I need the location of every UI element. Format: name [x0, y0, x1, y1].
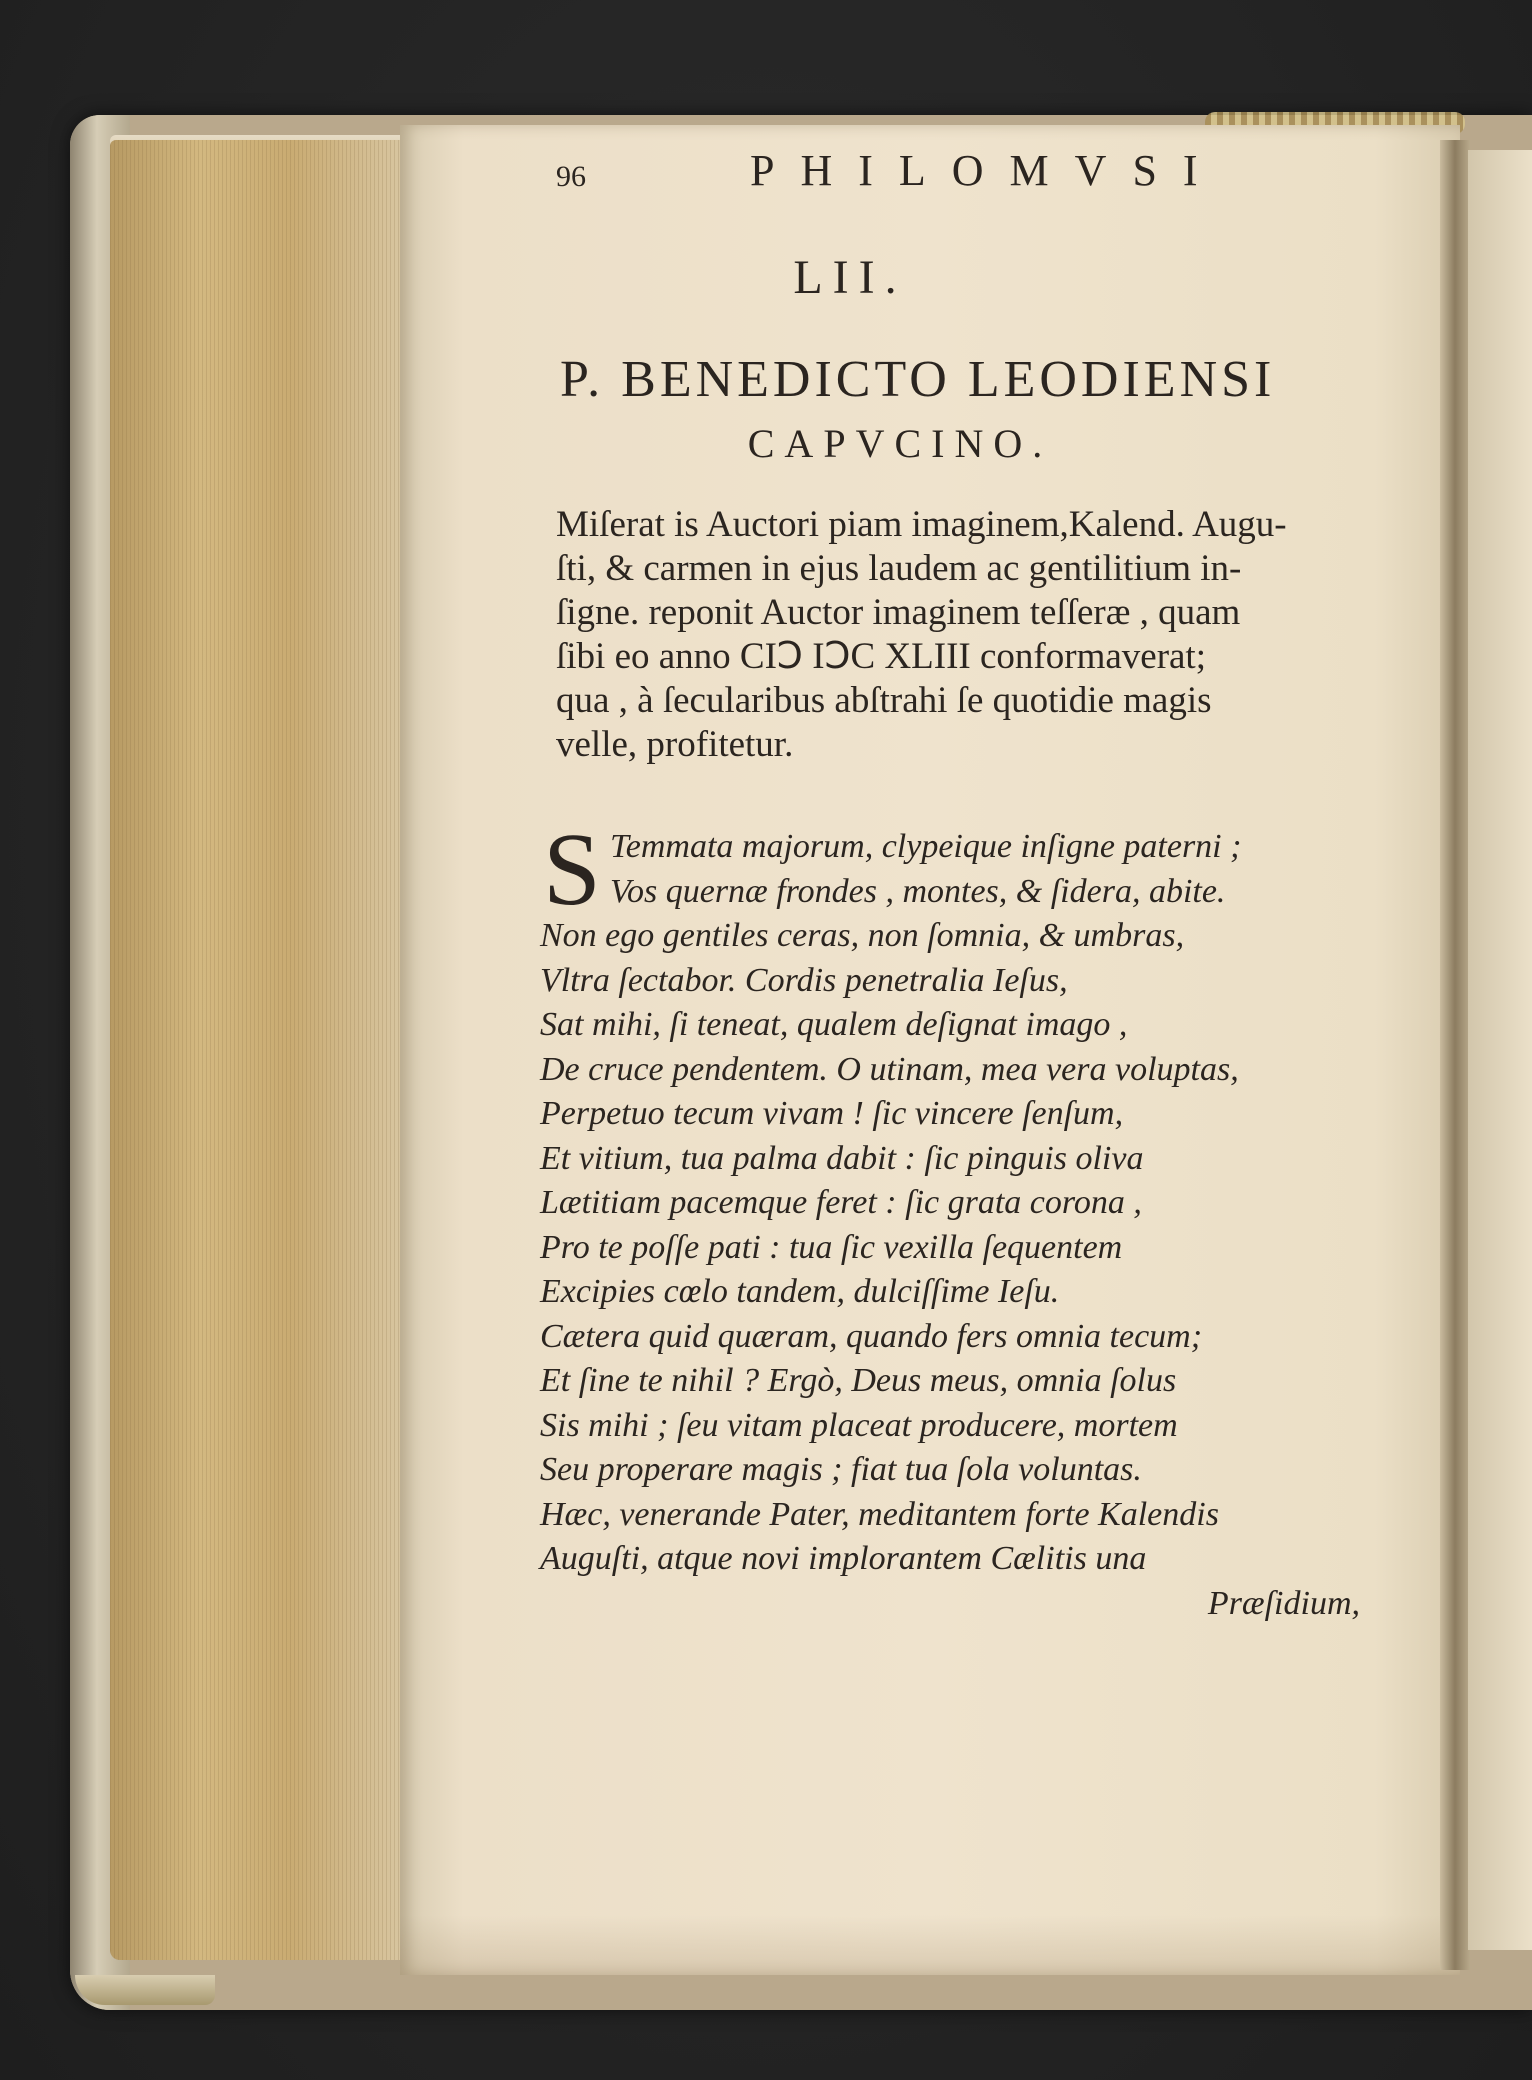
catchword: Præſidium,: [1207, 1584, 1360, 1622]
poem-line: Vltra ſectabor. Cordis penetralia Ieſus,: [540, 961, 1068, 999]
poem-line: Sat mihi, ſi teneat, qualem deſignat imago ,: [540, 1006, 1128, 1043]
drop-capital: S: [543, 812, 601, 927]
poem-line: Temmata majorum, clypeique inſigne paterni ;: [610, 828, 1242, 865]
argument-line: ſibi eo anno CIↃ IↃC XLIII conformaverat;: [556, 636, 1206, 677]
running-head: PHILOMVSI: [750, 146, 1224, 195]
poem-line: Auguſti, atque novi implorantem Cælitis una: [540, 1540, 1147, 1577]
poem-line: Sis mihi ; ſeu vitam placeat producere, mortem: [540, 1406, 1178, 1444]
page-gutter: [1440, 140, 1470, 1970]
poem-line: Excipies cœlo tandem, dulciſſime Ieſu.: [540, 1273, 1060, 1310]
addressee-subheading: CAPVCINO.: [747, 421, 1053, 466]
section-number: LII.: [793, 251, 907, 304]
poem: [540, 825, 1440, 1626]
poem-line: Cætera quid quæram, quando fers omnia tecum;: [540, 1317, 1203, 1355]
argument-line: ſti, & carmen in ejus laudem ac gentilitium in-: [556, 548, 1242, 589]
page-block-edges: [110, 140, 410, 1960]
poem-line: Perpetuo tecum vivam ! ſic vincere ſenſum,: [540, 1095, 1124, 1132]
argument-line: ſigne. reponit Auctor imaginem teſſeræ , quam: [556, 592, 1241, 633]
argument-line: qua , à ſecularibus abſtrahi ſe quotidie magis: [556, 680, 1212, 721]
poem-line: Lætitiam pacemque feret : ſic grata corona ,: [540, 1184, 1142, 1221]
poem-line: Et vitium, tua palma dabit : ſic pinguis oliva: [540, 1139, 1144, 1177]
argument-paragraph: [556, 503, 1426, 767]
poem-line: Non ego gentiles ceras, non ſomnia, & umbras,: [540, 917, 1185, 954]
poem-line: De cruce pendentem. O utinam, mea vera voluptas,: [540, 1050, 1239, 1088]
page-number: 96: [556, 160, 586, 193]
argument-line: velle, profitetur.: [556, 724, 794, 765]
poem-line: Pro te poſſe pati : tua ſic vexilla ſequentem: [540, 1228, 1123, 1266]
poem-line: Seu properare magis ; fiat tua ſola voluntas.: [540, 1451, 1142, 1488]
poem-line: Et ſine te nihil ? Ergò, Deus meus, omnia ſolus: [540, 1362, 1177, 1399]
poem-line: Hæc, venerande Pater, meditantem forte Kalendis: [540, 1495, 1219, 1533]
cover-corner: [75, 1975, 215, 2005]
opposite-page: [1468, 150, 1532, 1950]
argument-line: Miſerat is Auctori piam imaginem,Kalend. Augu-: [556, 504, 1287, 545]
poem-line: Vos quernæ frondes , montes, & ſidera, abite.: [610, 872, 1226, 910]
addressee-heading: P. BENEDICTO LEODIENSI: [560, 351, 1276, 408]
